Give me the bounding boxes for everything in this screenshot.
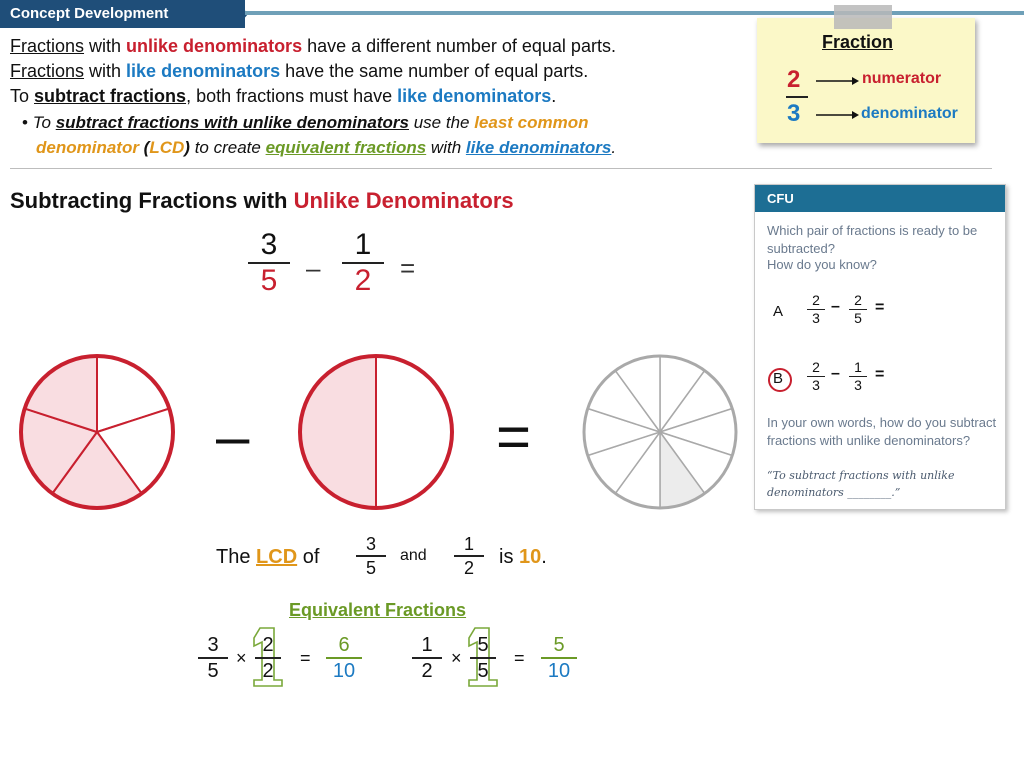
option-a-fraction-1 [807,292,825,327]
note-denominator: 3 [787,100,801,127]
option-b-fraction-1 [807,359,825,394]
problem-fraction-1 [248,228,290,298]
option-b-fraction-2 [849,359,867,394]
text: . [541,546,547,568]
tape [834,5,892,29]
cfu-title: CFU [767,191,794,206]
circles-minus: – [216,403,250,470]
numerator: 1 [854,359,862,375]
text: . [551,86,557,106]
term-fractions: Fractions [10,36,85,56]
text: To [32,113,56,132]
numerator-label: numerator [862,70,942,87]
heading-highlight: Unlike Denominators [293,188,514,213]
denominator: 2 [421,660,433,682]
cfu-question: Which pair of fractions is ready to be subtracted? [767,223,978,256]
shaded-part [300,356,376,508]
eq1-equals: = [300,648,311,668]
denominator: 3 [854,377,862,393]
bullet-line-1 [22,110,589,135]
circle-tenths [584,356,736,508]
cfu-sentence-frame: “To subtract fractions with unlike denominators ________.” [767,469,955,499]
text: with [84,61,127,81]
bullet-mark: • [22,113,28,132]
note-fraction-bar [786,96,808,98]
eq2-result [541,633,577,683]
text: with [84,36,127,56]
denominator: 3 [812,377,820,393]
numerator: 2 [812,359,820,375]
text: have the same number of equal parts. [280,61,589,81]
section-heading [10,188,514,214]
fraction-circles [0,340,750,520]
option-b-label[interactable]: B [773,370,784,387]
term-least-common: least common [474,113,589,132]
arrow-head [852,111,859,119]
term-lcd: LCD [149,138,185,157]
heading-text: Subtracting Fractions with [10,188,294,213]
term-like-denominators: like denominators [126,61,281,81]
numerator: 2 [262,634,274,656]
denominator: 5 [260,264,278,297]
problem-minus: – [306,253,321,283]
banner-rule [245,11,1024,15]
option-b-equals: = [875,366,885,383]
option-a-label[interactable]: A [773,303,784,320]
denominator: 10 [332,660,356,682]
section-title: Concept Development [10,5,169,22]
term-like-denominators: like denominators [397,86,552,106]
option-a-fraction-2 [849,292,867,327]
arrow-head [852,77,859,85]
lcd-and: and [400,547,427,564]
term-lcd: LCD [256,546,298,568]
text: The [216,546,257,568]
text: , both fractions must have [186,86,398,106]
eq2-times: × [451,648,462,668]
cfu-question-2: How do you know? [767,257,877,272]
numerator: 1 [354,228,372,261]
intro-line-3 [10,84,556,109]
denominator: 5 [365,558,376,578]
unshaded-part [376,356,452,508]
term-subtract-unlike: subtract fractions with unlike denominators [55,113,409,132]
equivalent-title [289,600,466,621]
intro-line-1 [10,34,616,59]
cfu-prompt: In your own words, how do you subtract fractions with unlike denominators? [767,415,997,448]
circle-one-half [300,356,452,508]
denominator: 5 [854,310,862,326]
denominator: 2 [262,660,274,682]
circles-equals: = [496,403,532,470]
text: ( [138,138,150,157]
term-equivalent-fractions: equivalent fractions [265,138,427,157]
text: . [611,138,617,157]
lcd-fraction-2 [454,533,484,579]
denominator: 3 [812,310,820,326]
numerator: 5 [477,634,489,656]
lcd-fraction-1 [356,533,386,579]
eq2-equals: = [514,648,525,668]
text: to create [189,138,266,157]
eq1-times: × [236,648,247,668]
term-unlike-denominators: unlike denominators [126,36,303,56]
text: use the [408,113,475,132]
term-subtract-fractions: subtract fractions [34,86,187,106]
text: of [297,546,320,568]
denominator: 10 [547,660,571,682]
option-a-equals: = [875,299,885,316]
numerator: 6 [338,634,350,656]
option-a-minus: – [831,298,840,315]
denominator: 2 [463,558,474,578]
divider [10,168,992,169]
lcd-value: 10 [519,546,542,568]
text: To [10,86,35,106]
intro-line-2 [10,59,588,84]
note-arrows [814,72,860,124]
circle-three-fifths [21,356,173,508]
denominator: 5 [207,660,219,682]
eq2-fraction [412,633,442,683]
numerator: 1 [463,534,474,554]
denominator-label: denominator [861,105,958,122]
lcd-result [499,546,547,569]
numerator: 3 [365,534,376,554]
option-b-minus: – [831,365,840,382]
problem-fraction-2 [342,228,384,298]
eq2-multiplier [470,633,496,683]
equivalent-title-text: Equivalent Fractions [289,600,467,620]
term-fractions: Fractions [10,61,85,81]
text: ) [184,138,190,157]
text: have a different number of equal parts. [302,36,616,56]
numerator: 5 [553,634,565,656]
note-title: Fraction [822,32,894,52]
problem-equals: = [400,253,416,283]
text: with [426,138,466,157]
numerator: 3 [207,634,219,656]
text: is [499,546,519,568]
numerator: 2 [812,292,820,308]
numerator: 2 [854,292,862,308]
bullet-line-2 [36,135,616,160]
eq1-fraction [198,633,228,683]
cfu-panel [754,184,1006,510]
eq1-result [326,633,362,683]
denominator: 2 [354,264,372,297]
numerator: 1 [421,634,433,656]
denominator: 5 [477,660,489,682]
lcd-sentence-start [216,546,319,569]
eq1-multiplier [255,633,281,683]
term-denominator: denominator [36,138,139,157]
numerator: 3 [260,228,278,261]
note-numerator: 2 [787,66,801,93]
term-like-denominators: like denominators [465,138,612,157]
